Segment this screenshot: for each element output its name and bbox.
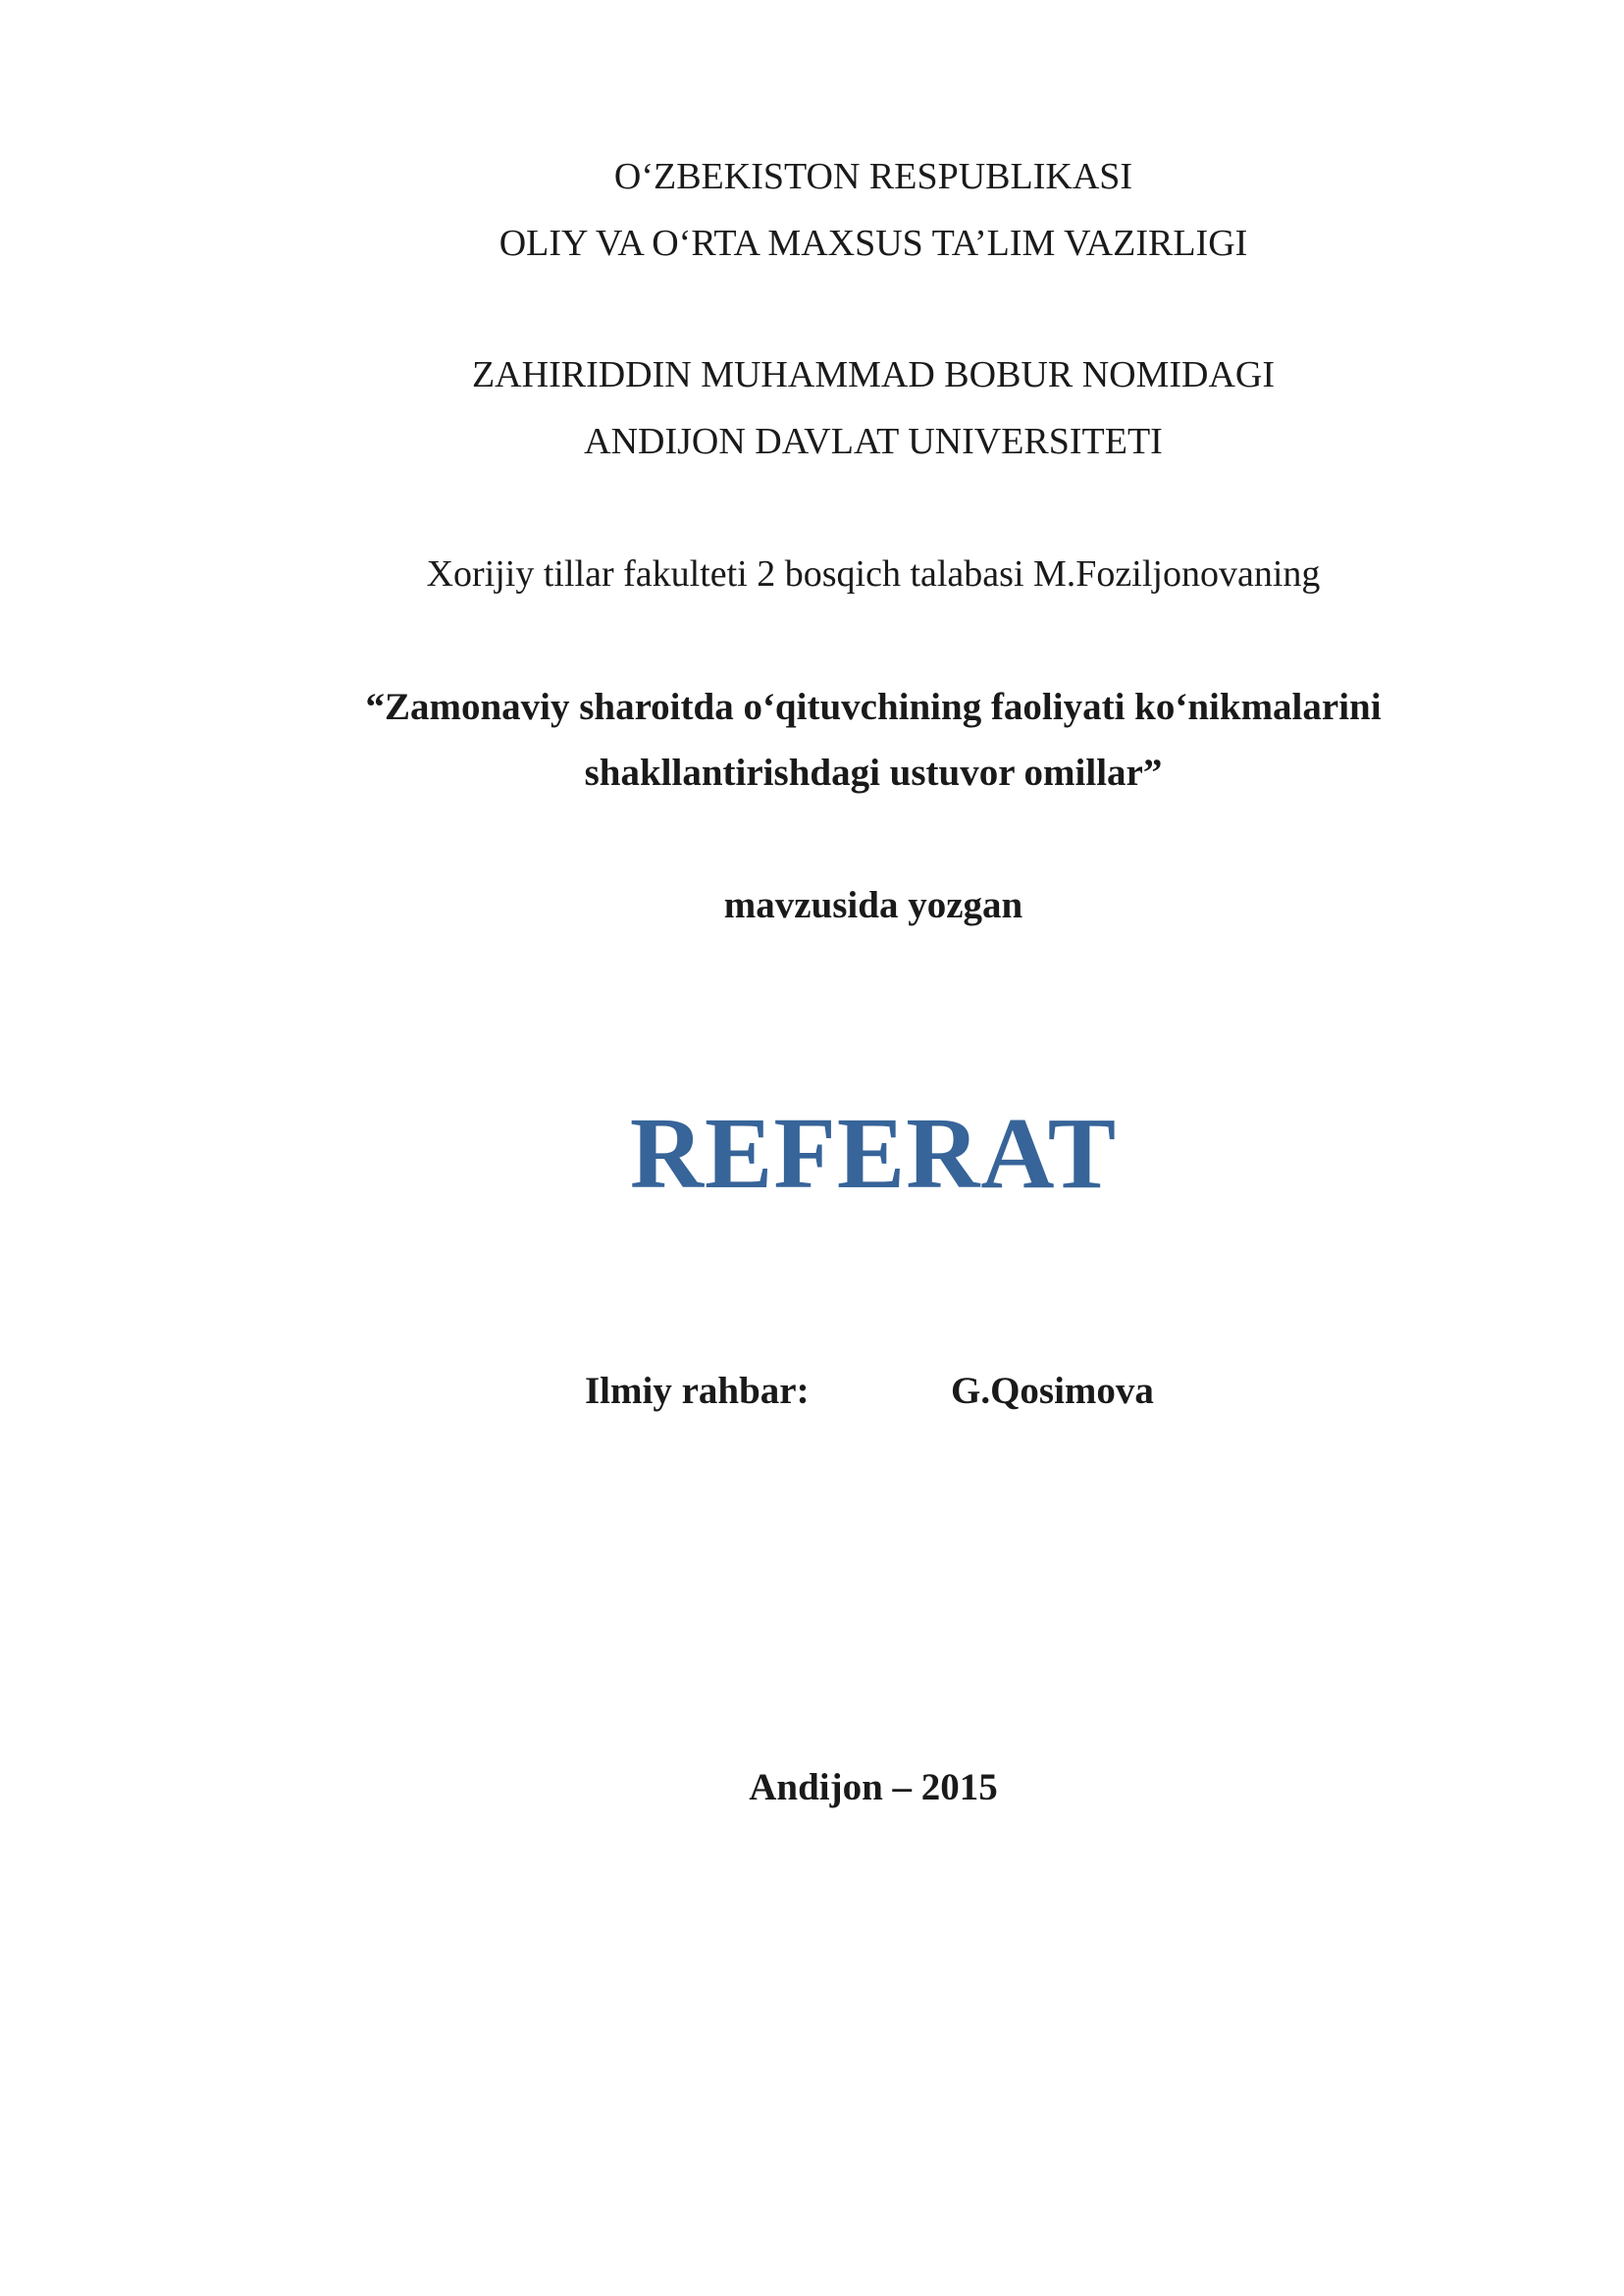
document-title: REFERAT: [629, 1097, 1118, 1210]
topic-suffix: mavzusida yozgan: [723, 884, 1023, 926]
topic-line1: “Zamonaviy sharoitda o‘qituvchining faoliyati ko‘nikmalarini: [365, 686, 1382, 728]
student-info: Xorijiy tillar fakulteti 2 bosqich talabasi M.Foziljonovaning: [426, 553, 1321, 595]
ministry-heading: OLIY VA O‘RTA MAXSUS TA’LIM VAZIRLIGI: [498, 223, 1248, 264]
place-year: Andijon – 2015: [749, 1766, 998, 1808]
supervisor-label: Ilmiy rahbar:: [585, 1370, 810, 1412]
university-name-line1: ZAHIRIDDIN MUHAMMAD BOBUR NOMIDAGI: [471, 354, 1276, 395]
supervisor-name: G.Qosimova: [951, 1370, 1154, 1412]
country-heading: O‘ZBEKISTON RESPUBLIKASI: [613, 156, 1133, 197]
university-name-line2: ANDIJON DAVLAT UNIVERSITETI: [584, 421, 1163, 462]
topic-line2: shakllantirishdagi ustuvor omillar”: [584, 752, 1163, 794]
